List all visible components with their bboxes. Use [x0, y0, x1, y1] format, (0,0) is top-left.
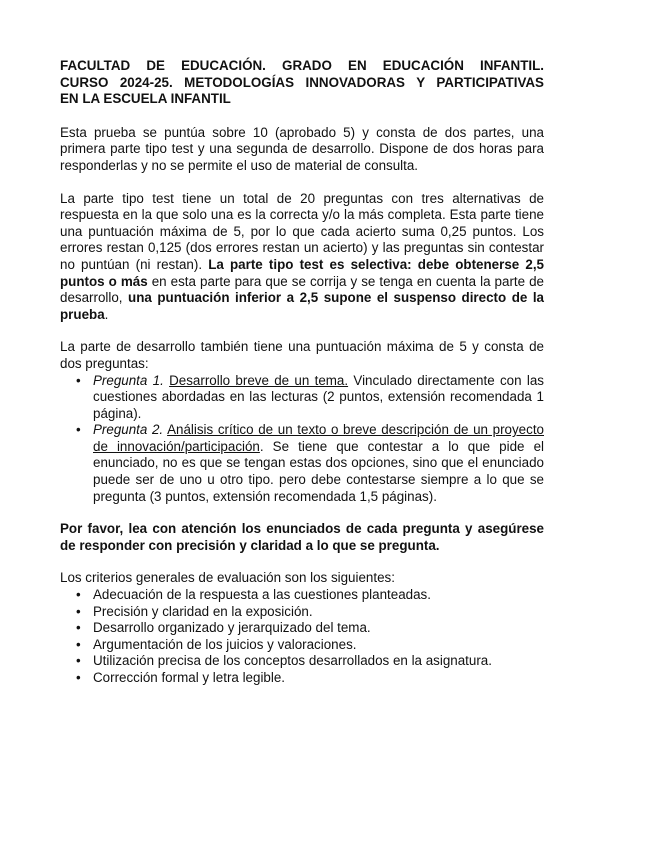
criteria-item: Adecuación de la respuesta a las cuestiones planteadas.: [93, 587, 431, 603]
title-line-3: EN LA ESCUELA INFANTIL: [60, 91, 231, 107]
list-item: [60, 604, 544, 621]
criteria-intro: Los criterios generales de evaluación son los siguientes:: [60, 570, 395, 586]
list-item: [60, 637, 544, 654]
criteria-item: Precisión y claridad en la exposición.: [93, 603, 313, 619]
test-part-text-e: .: [104, 306, 109, 322]
questions-list: [60, 373, 544, 506]
bullet-icon: •: [76, 603, 81, 619]
document-title: [60, 58, 544, 108]
criteria-item: Corrección formal y letra legible.: [93, 670, 286, 685]
list-item: [60, 670, 544, 687]
bullet-icon: •: [76, 372, 81, 388]
test-part-fail-note: una puntuación inferior a 2,5 supone el suspenso directo de la prueba: [60, 290, 544, 322]
test-part-paragraph: [60, 191, 544, 324]
criteria-item: Argumentación de los juicios y valoraciones.: [93, 636, 357, 652]
bullet-icon: •: [76, 422, 81, 438]
bullet-icon: •: [76, 587, 81, 603]
bullet-icon: •: [76, 620, 81, 636]
question-1-label: Pregunta 1.: [93, 372, 164, 388]
test-part-selective-note: La parte tipo test es selectiva: debe obtenerse 2,5 puntos o más: [60, 256, 544, 289]
question-2-label: Pregunta 2.: [93, 422, 164, 438]
attention-note: Por favor, lea con atención los enunciados de cada pregunta y asegúrese de responder con precisión y claridad a lo que se pregunta.: [60, 521, 544, 553]
exam-instructions-page: [60, 58, 544, 687]
title-line-1: FACULTAD DE EDUCACIÓN. GRADO EN EDUCACIÓN INFANTIL.: [60, 58, 544, 73]
test-part-text-c: en esta parte para que se corrija y se tenga en cuenta la parte de desarrollo,: [60, 273, 545, 306]
criteria-item: Utilización precisa de los conceptos desarrollados en la asignatura.: [93, 653, 492, 669]
bullet-icon: •: [76, 653, 81, 669]
title-line-2: CURSO 2024-25. METODOLOGÍAS INNOVADORAS Y PARTICIPATIVAS: [60, 74, 544, 90]
list-item: [60, 620, 544, 637]
development-part-intro: La parte de desarrollo también tiene una puntuación máxima de 5 y consta de dos preguntas:: [60, 339, 544, 371]
list-item: [60, 587, 544, 604]
list-item: [60, 653, 544, 670]
question-2-title: Análisis crítico de un texto o breve descripción de un proyecto de innovación/participación: [93, 422, 544, 454]
question-1-title: Desarrollo breve de un tema.: [169, 372, 349, 388]
bullet-icon: •: [76, 636, 81, 652]
test-part-text-a: La parte tipo test tiene un total de 20 preguntas con tres alternativas de respuesta en la que solo una es la correcta y/o la más completa. Esta parte tiene una puntuación máxima de 5, por lo que cada acierto suma 0,25 puntos. Los errores restan 0,125 (dos errores restan un acierto) y las preguntas sin contestar no puntúan (ni restan).: [60, 190, 544, 272]
criteria-list: [60, 587, 544, 687]
bullet-icon: •: [76, 670, 81, 685]
question-2-description: . Se tiene que contestar a lo que pide el enunciado, no es que se tengan estas dos opciones, sino que el enunciado puede ser de uno u otro tipo. pero debe contestarse siempre a lo que se pregunta (3 puntos, extensión recomendada 1,5 páginas).: [93, 438, 544, 504]
intro-paragraph: Esta prueba se puntúa sobre 10 (aprobado 5) y consta de dos partes, una primera parte tipo test y una segunda de desarrollo. Dispone de dos horas para responderlas y no se permite el uso de material de consulta.: [60, 124, 544, 173]
list-item: [60, 422, 544, 505]
question-1-description: Vinculado directamente con las cuestiones abordadas en las lecturas (2 puntos, extensión recomendada 1 página).: [93, 372, 544, 421]
list-item: [60, 373, 544, 423]
criteria-item: Desarrollo organizado y jerarquizado del tema.: [93, 620, 371, 636]
